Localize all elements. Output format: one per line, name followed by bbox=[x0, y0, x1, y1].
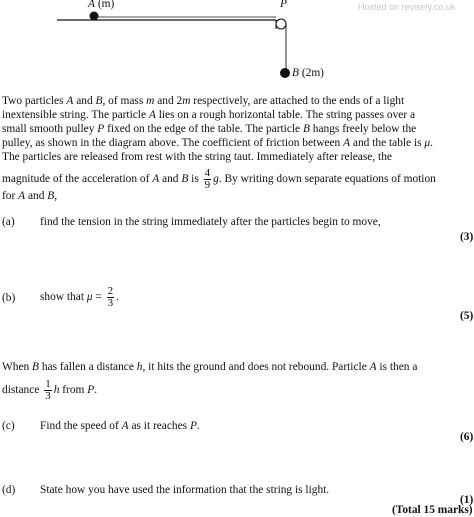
label-p: P bbox=[280, 0, 287, 10]
intro-line-5: The particles are released from rest with the string taut. Immediately after release, the bbox=[2, 151, 392, 163]
fraction-four-ninths: $\frac{4}{9}$ bbox=[204, 167, 211, 191]
part-b-marks: (5) bbox=[460, 310, 474, 322]
pulley-p bbox=[276, 19, 286, 29]
intro-line-3: small smooth pulley P fixed on the edge of the table. The particle B hangs freely below the bbox=[2, 123, 417, 135]
mid-line-1: When B has fallen a distance h, it hits the ground and does not rebound. Particle A is then a bbox=[2, 361, 418, 373]
part-a-text: find the tension in the string immediately after the particles begin to move, bbox=[40, 216, 381, 228]
total-marks: (Total 15 marks) bbox=[392, 504, 473, 516]
fraction-two-thirds: $\frac{2}{3}$ bbox=[107, 284, 114, 309]
particle-b bbox=[280, 68, 290, 78]
mid-line-2: distance $\frac{1}{3}$ h from P. bbox=[2, 377, 98, 402]
part-d-marks: (1) bbox=[460, 494, 474, 506]
part-c-label: (c) bbox=[2, 420, 15, 432]
intro-line-6: magnitude of the acceleration of A and B is $\frac{4}{9}$ g. By writing down separate equations of motion bbox=[2, 167, 436, 191]
fraction-one-third: $\frac{1}{3}$ bbox=[45, 377, 51, 402]
intro-line-7: for A and B, bbox=[2, 190, 58, 202]
part-b-label: (b) bbox=[2, 292, 16, 304]
intro-line-2: inextensible string. The particle A lies on a rough horizontal table. The string passes over a bbox=[2, 109, 416, 121]
part-d-label: (d) bbox=[2, 484, 16, 496]
part-d-text: State how you have used the information that the string is light. bbox=[40, 484, 330, 496]
pulley-diagram bbox=[0, 0, 474, 90]
part-a-label: (a) bbox=[2, 216, 15, 228]
part-b-text: show that μ = $\frac{2}{3}$ . bbox=[40, 284, 120, 309]
label-b-2m: B (2m) bbox=[292, 67, 324, 79]
part-a-marks: (3) bbox=[460, 231, 474, 243]
label-a-m: A (m) bbox=[88, 0, 115, 10]
intro-line-1: Two particles A and B, of mass m and 2m respectively, are attached to the ends of a light bbox=[2, 95, 405, 107]
watermark: Hosted on revisely.co.uk bbox=[358, 2, 456, 12]
part-c-marks: (6) bbox=[460, 431, 474, 443]
particle-a bbox=[90, 12, 99, 21]
intro-line-4: pulley, as shown in the diagram above. The coefficient of friction between A and the table is μ. bbox=[2, 137, 433, 149]
part-c-text: Find the speed of A as it reaches P. bbox=[40, 420, 200, 432]
